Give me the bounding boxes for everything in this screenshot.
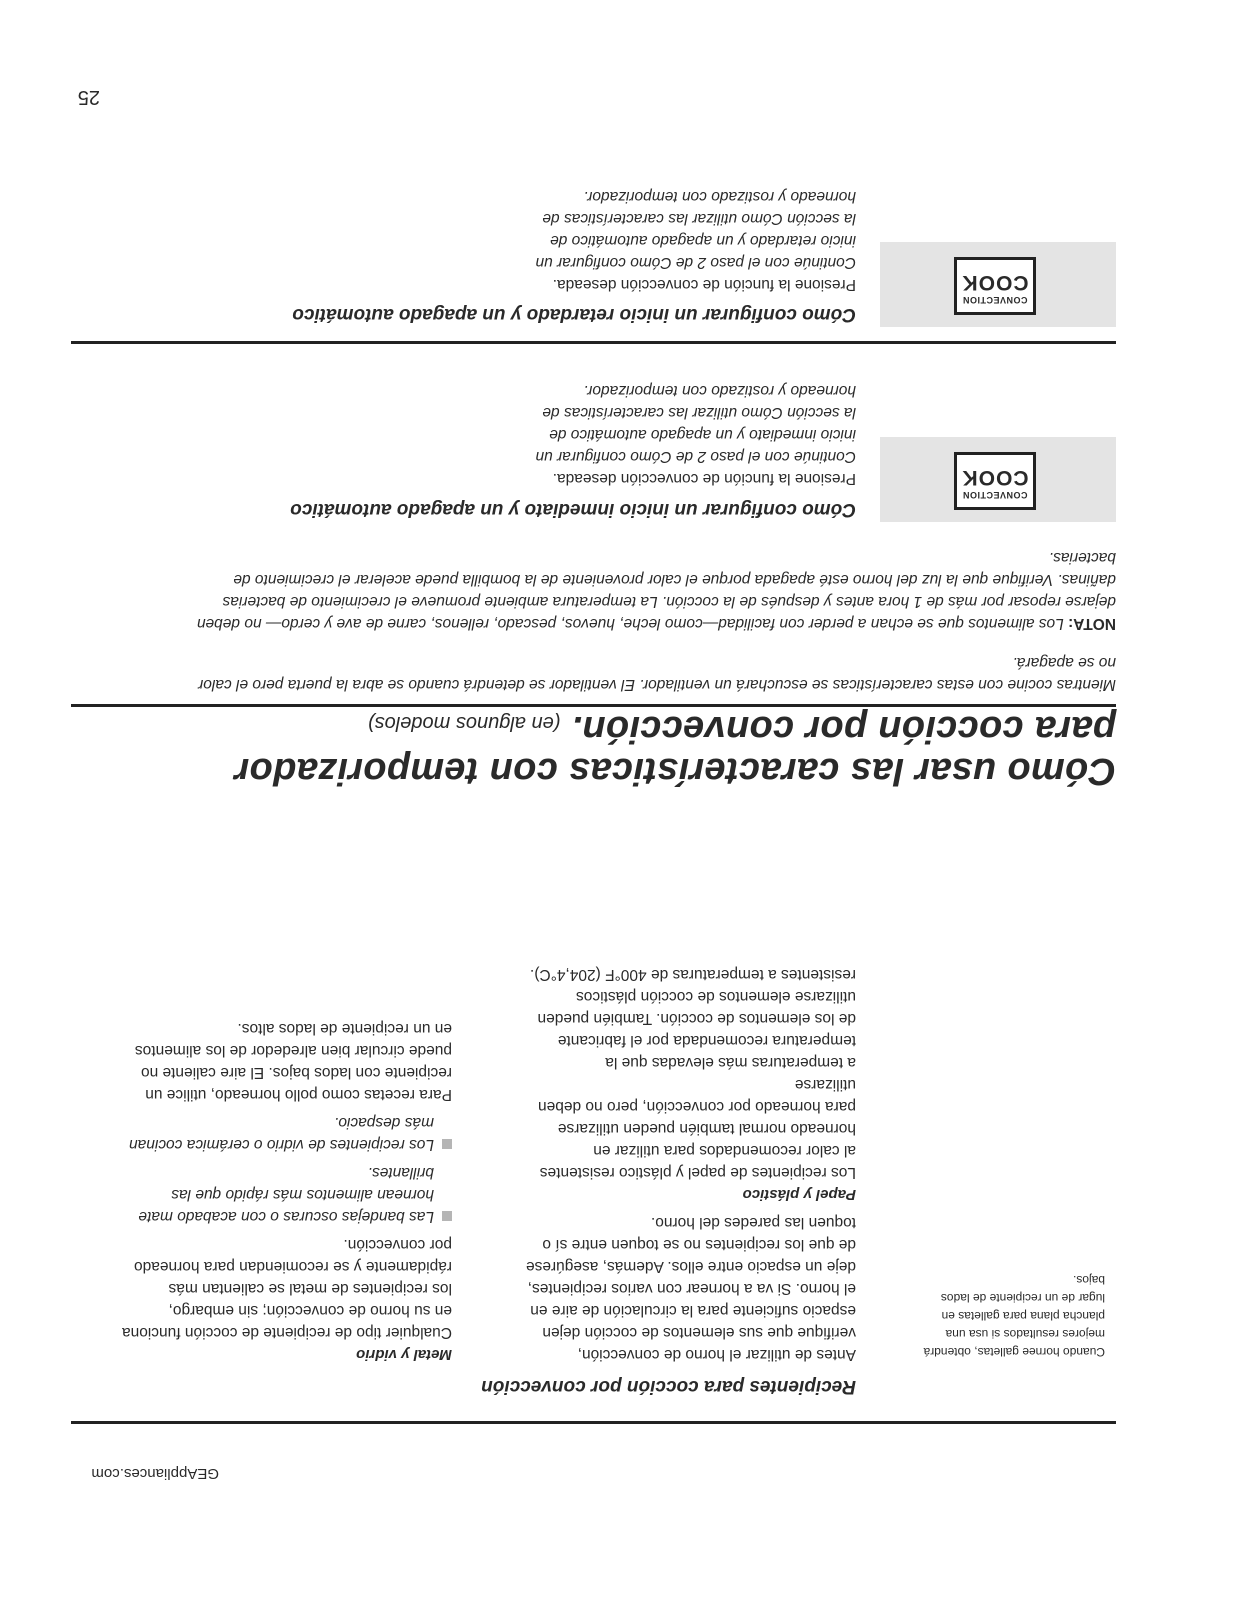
convection-cook-panel-1 <box>880 437 1116 522</box>
cookie-tip: Cuando hornee galletas, obtendrá mejores resultados si usa una plancha plana para galletas en lugar de un recipiente de lados bajos. <box>923 1273 1105 1359</box>
cookware-col1: Antes de utilizar el horno de convección, verifique que sus elementos de cocción dejen espacio suficiente para la circulación de aire en el horno. Si va a hornear con varios recipientes, deje un espacio entre ellos. Además, asegúrese de que los recipientes no se toquen entre sí o toquen las paredes del horno. Papel y plástico Los recipientes de papel y plástico resistentes al calor recomendados para utilizar en horneado normal también pueden utilizarse para horneado por convección, pero no deben utilizarse a temperaturas más elevadas que la temperatura recomendada por el fabricante de los elementos de cocción. También pueden utilizarse elementos de cocción plásticos resistentes a temperaturas de 400°F (204,4°C). <box>476 963 856 1365</box>
delay-start-text: Presione la función de convección deseada. Continúe con el paso 2 de Cómo configurar un inicio retardado y un apagado automático de la sección Cómo utilizar las características de horneado y rostizado con temporizador. <box>535 188 856 293</box>
page-title: Cómo usar las características con temporizador para cocción por convección. (en algunos modelos) <box>234 708 1116 792</box>
immediate-start-heading: Cómo configurar un inicio inmediato y un apagado automático <box>290 499 856 520</box>
title-rule <box>71 704 1116 707</box>
intro-text: Mientras cocine con estas características se escuchará un ventilador. El ventilador se detendrá cuando se abra la puerta pero el calor no se apagará. <box>198 654 1116 693</box>
convection-cook-panel-2 <box>880 242 1116 327</box>
convection-cook-button[interactable]: CONVECTION COOK <box>954 257 1036 315</box>
section-rule <box>71 341 1116 344</box>
delay-start-heading: Cómo configurar un inicio retardado y un apagado automático <box>292 304 856 325</box>
metal-heading: Metal y vidrio <box>356 1346 452 1363</box>
page-number: 25 <box>77 86 100 108</box>
top-rule <box>71 1421 1116 1424</box>
cookware-heading: Recipientes para cocción por convección <box>481 1376 856 1397</box>
paper-heading: Papel y plástico <box>742 1186 856 1203</box>
convection-cook-button[interactable]: CONVECTION COOK <box>954 452 1036 510</box>
immediate-start-text: Presione la función de convección deseada. Continúe con el paso 2 de Cómo configurar un inicio inmediato y un apagado automático de la sección Cómo utilizar las características de horneado y rostizado con temporizador. <box>535 382 856 487</box>
site-url: GEAppliances.com <box>91 1465 219 1482</box>
bullet-dark-pans: Las bandejas oscuras o con acabado mate hornean alimentos más rápido que las brillantes. <box>52 1161 452 1227</box>
nota-text: NOTA: Los alimentos que se echan a perder con facilidad—como leche, huevos, pescado, rellenos, carne de ave y cerdo— no deben dejarse reposar por más de 1 hora antes y después de la cocción. La temperatura ambiente promueve el crecimiento de bacterias dañinas. Verifique que la luz del horno esté apagada porque el calor proveniente de la bombilla puede acelerar el crecimiento de bacterias. <box>196 549 1116 632</box>
cookware-col2: Metal y vidrio Cualquier tipo de recipiente de cocción funciona en su horno de convección; sin embargo, los recipientes de metal se calientan más rápidamente y se recomiendan para horneado por convección. Las bandejas oscuras o con acabado mate hornean alimentos más rápido que las brillantes. Los recipientes de vidrio o cerámica cocinan más despacio. Para recetas como pollo horneado, utilice un recipiente con lados bajos. El aire caliente no puede circular bien alrededor de los alimentos en un recipiente de lados altos. <box>52 1017 452 1365</box>
bullet-glass: Los recipientes de vidrio o cerámica cocinan más despacio. <box>52 1111 452 1155</box>
